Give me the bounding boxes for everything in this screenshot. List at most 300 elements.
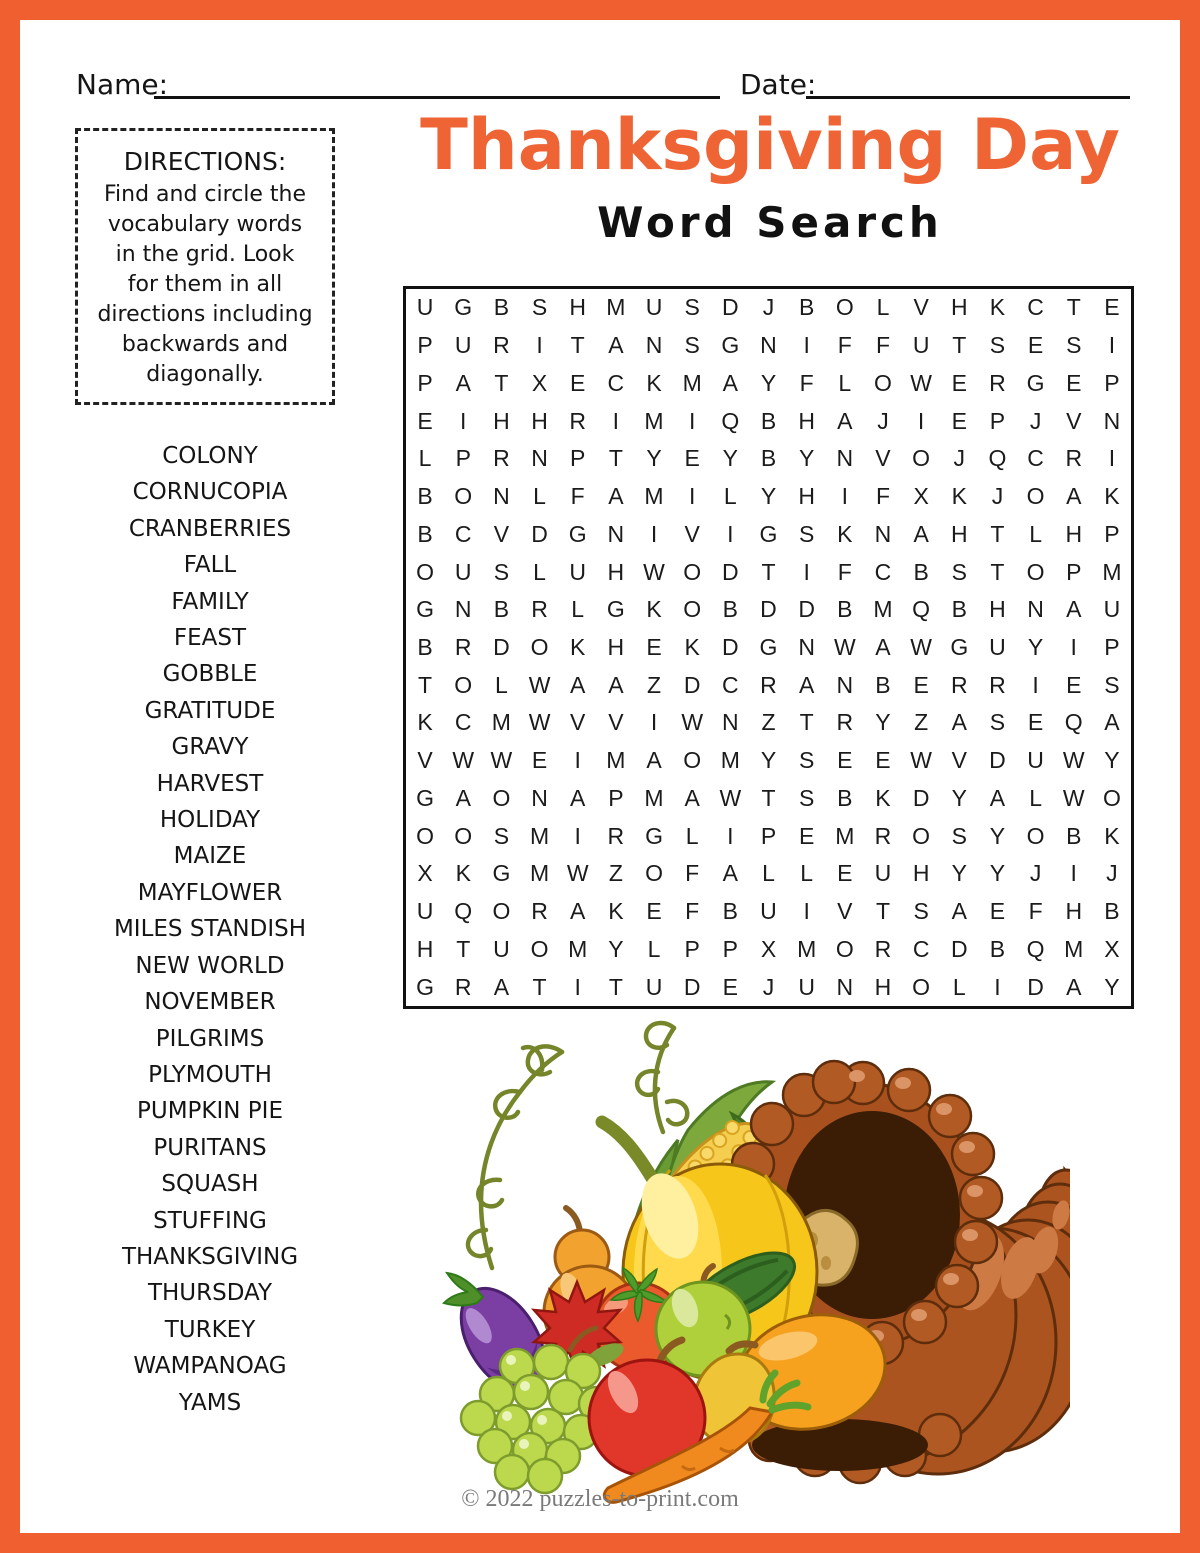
grid-letter: H (989, 596, 1006, 623)
grid-letter: R (760, 671, 777, 698)
date-blank-line (806, 66, 1130, 99)
grid-letter: U (569, 558, 587, 585)
grid-letter: L (647, 935, 661, 962)
grid-letter: Z (608, 860, 623, 887)
grid-letter: J (762, 973, 775, 1000)
grid-letter: E (417, 407, 433, 434)
grid-letter: O (645, 860, 663, 887)
grid-letter: C (607, 369, 625, 396)
grid-letter: I (1070, 633, 1077, 660)
word-list-item: PUMPKIN PIE (137, 1098, 283, 1125)
grid-letter: L (723, 483, 737, 510)
grid-letter: N (836, 671, 854, 698)
directions-line: diagonally. (146, 362, 264, 387)
page-subtitle: Word Search (597, 198, 943, 247)
grid-letter: N (874, 520, 892, 547)
grid-letter: Y (951, 784, 967, 811)
grid-letter: E (570, 369, 586, 396)
directions-line: vocabulary words (107, 212, 303, 237)
word-list-item: CORNUCOPIA (132, 479, 288, 506)
grid-letter: P (989, 407, 1006, 434)
grid-letter: A (1104, 709, 1120, 736)
name-label: Name: (76, 68, 169, 101)
grid-letter: I (803, 558, 810, 585)
grid-letter: E (646, 633, 662, 660)
word-list-item: GRAVY (171, 734, 249, 761)
word-list-item: TURKEY (164, 1316, 256, 1343)
word-list-item: FALL (183, 552, 237, 579)
grid-letter: K (608, 898, 624, 925)
grid-letter: E (646, 898, 662, 925)
grid-letter: R (874, 935, 892, 962)
grid-letter: U (874, 860, 892, 887)
grid-letter: K (455, 860, 471, 887)
word-list-item: COLONY (162, 443, 258, 469)
grid-letter: L (1029, 520, 1042, 547)
grid-letter: D (683, 973, 701, 1000)
grid-letter: I (917, 407, 925, 434)
grid-letter: J (991, 483, 1004, 510)
grid-letter: F (837, 558, 852, 585)
grid-letter: B (989, 935, 1006, 962)
grid-letter: J (1029, 860, 1042, 887)
grid-letter: O (1026, 483, 1045, 510)
grid-letter: I (1108, 445, 1116, 472)
grid-letter: P (417, 332, 433, 359)
grid-letter: T (608, 445, 623, 472)
word-grid (403, 286, 1134, 1009)
grid-letter: R (836, 709, 854, 736)
directions-heading: DIRECTIONS: (123, 147, 287, 176)
grid-letter: H (531, 407, 548, 434)
grid-letter: U (454, 332, 472, 359)
grid-letter: E (837, 747, 853, 774)
grid-letter: A (837, 407, 853, 434)
grid-letter: K (837, 520, 853, 547)
grid-letter: V (570, 709, 586, 736)
grid-letter: A (608, 332, 624, 359)
grid-letter: I (803, 332, 810, 359)
grid-letter: B (1104, 898, 1120, 925)
grid-letter: N (531, 445, 548, 472)
grid-letter: C (1027, 445, 1044, 472)
grid-letter: Y (989, 860, 1006, 887)
grid-letter: Y (798, 445, 815, 472)
grid-letter: A (608, 671, 624, 698)
grid-letter: T (761, 784, 776, 811)
grid-letter: L (494, 671, 508, 698)
grid-letter: O (912, 973, 931, 1000)
grid-letter: O (683, 596, 702, 623)
grid-letter: O (1026, 558, 1045, 585)
grid-letter: U (1103, 596, 1121, 623)
grid-letter: N (798, 633, 815, 660)
grid-letter: B (760, 407, 777, 434)
grid-letter: B (837, 784, 853, 811)
grid-letter: I (688, 407, 696, 434)
grid-letter: Y (951, 860, 967, 887)
grid-letter: L (533, 558, 546, 585)
grid-letter: Q (1064, 709, 1083, 736)
word-list-item: PLYMOUTH (148, 1061, 272, 1088)
grid-letter: O (416, 558, 435, 585)
grid-letter: P (1104, 369, 1120, 396)
grid-letter: D (531, 520, 548, 547)
grid-letter: P (417, 369, 433, 396)
grid-letter: K (684, 633, 700, 660)
grid-letter: T (608, 973, 623, 1000)
directions-line: in the grid. Look (115, 242, 295, 267)
grid-letter: S (989, 709, 1006, 736)
grid-letter: D (1027, 973, 1044, 1000)
grid-letter: Z (761, 709, 776, 736)
grid-letter: N (493, 483, 510, 510)
grid-letter: L (1029, 784, 1042, 811)
grid-letter: X (417, 860, 433, 887)
copyright-text: © 2022 puzzles-to-print.com (461, 1486, 739, 1512)
grid-letter: H (798, 407, 815, 434)
directions-line: backwards and (121, 332, 289, 357)
grid-letter: S (684, 294, 700, 321)
grid-letter: O (683, 558, 702, 585)
grid-letter: P (1104, 633, 1120, 660)
grid-letter: Y (608, 935, 624, 962)
grid-letter: Q (1026, 935, 1045, 962)
grid-letter: O (912, 445, 931, 472)
grid-letter: V (951, 747, 967, 774)
grid-letter: M (644, 784, 664, 811)
grid-letter: W (1062, 747, 1085, 774)
grid-letter: O (835, 935, 854, 962)
grid-letter: N (722, 709, 739, 736)
grid-letter: K (646, 369, 662, 396)
grid-letter: B (493, 294, 510, 321)
grid-letter: A (1066, 483, 1082, 510)
grid-letter: B (493, 596, 510, 623)
grid-letter: S (493, 822, 510, 849)
grid-letter: V (1066, 407, 1082, 434)
grid-letter: C (722, 671, 739, 698)
grid-letter: M (529, 860, 550, 887)
grid-letter: C (912, 935, 930, 962)
grid-letter: O (454, 822, 473, 849)
grid-letter: O (492, 784, 511, 811)
grid-letter: E (1104, 294, 1120, 321)
grid-letter: N (645, 332, 663, 359)
grid-letter: B (722, 596, 738, 623)
grid-letter: J (877, 407, 889, 434)
grid-letter: D (989, 747, 1006, 774)
word-list-item: FEAST (173, 625, 247, 652)
grid-letter: A (455, 369, 471, 396)
grid-letter: P (1104, 520, 1120, 547)
grid-letter: I (727, 822, 734, 849)
grid-letter: A (722, 860, 738, 887)
grid-letter: D (683, 671, 701, 698)
grid-letter: R (454, 633, 472, 660)
grid-letter: X (913, 483, 929, 510)
grid-letter: G (492, 860, 511, 887)
grid-letter: K (1104, 483, 1120, 510)
grid-letter: R (989, 671, 1006, 698)
grid-letter: P (1066, 558, 1082, 585)
grid-letter: I (841, 483, 848, 510)
grid-letter: P (570, 445, 586, 472)
grid-letter: B (417, 633, 433, 660)
grid-letter: I (574, 973, 581, 1000)
grid-letter: T (799, 709, 814, 736)
grid-letter: Y (875, 709, 891, 736)
word-list-item: WAMPANOAG (133, 1353, 287, 1380)
grid-letter: F (875, 332, 890, 359)
grid-letter: A (1066, 973, 1082, 1000)
grid-letter: E (875, 747, 891, 774)
grid-letter: R (1065, 445, 1083, 472)
grid-letter: H (1065, 898, 1083, 925)
grid-letter: E (1066, 671, 1082, 698)
grid-letter: P (608, 784, 624, 811)
grid-letter: Q (454, 898, 473, 925)
word-list-item: MAIZE (173, 843, 247, 870)
grid-letter: W (910, 369, 932, 396)
grid-letter: B (760, 445, 777, 472)
grid-letter: H (798, 483, 815, 510)
grid-letter: N (1103, 407, 1121, 434)
grid-letter: M (529, 822, 550, 849)
grid-letter: K (875, 784, 891, 811)
grid-letter: U (645, 294, 663, 321)
grid-letter: M (1102, 558, 1122, 585)
grid-letter: D (722, 633, 739, 660)
grid-letter: E (1027, 709, 1044, 736)
grid-letter: H (416, 935, 434, 962)
grid-letter: L (952, 973, 966, 1000)
grid-letter: M (644, 407, 664, 434)
grid-letter: E (798, 822, 815, 849)
grid-letter: G (759, 520, 778, 547)
grid-letter: O (530, 633, 549, 660)
grid-letter: I (1032, 671, 1039, 698)
grid-letter: T (532, 973, 547, 1000)
grid-letter: G (759, 633, 778, 660)
grid-letter: T (494, 369, 509, 396)
grid-letter: U (912, 332, 930, 359)
grid-letter: N (454, 596, 472, 623)
directions-body (78, 180, 332, 390)
grid-letter: B (798, 294, 815, 321)
grid-letter: I (1070, 860, 1077, 887)
grid-letter: T (418, 671, 433, 698)
directions-line: directions including (97, 302, 313, 327)
word-list-item: PILGRIMS (155, 1025, 265, 1052)
grid-letter: E (951, 407, 967, 434)
grid-letter: I (612, 407, 620, 434)
grid-letter: I (650, 709, 658, 736)
grid-letter: W (566, 860, 589, 887)
grid-letter: U (493, 935, 510, 962)
grid-letter: O (1026, 822, 1045, 849)
grid-letter: G (1026, 369, 1045, 396)
grid-letter: A (493, 973, 510, 1000)
grid-letter: Q (988, 445, 1007, 472)
grid-letter: A (989, 784, 1006, 811)
grid-letter: I (688, 483, 696, 510)
grid-letter: B (951, 596, 967, 623)
word-list-item: NEW WORLD (135, 952, 285, 979)
grid-letter: C (1027, 294, 1044, 321)
word-list-item: THANKSGIVING (121, 1243, 299, 1270)
word-list-item: THURSDAY (147, 1280, 273, 1307)
grid-letter: N (836, 973, 854, 1000)
grid-letter: U (454, 558, 472, 585)
grid-letter: O (835, 294, 854, 321)
grid-letter: O (874, 369, 892, 396)
word-list-item: GRATITUDE (144, 697, 276, 724)
word-list (65, 438, 355, 1421)
grid-letter: W (910, 633, 932, 660)
grid-letter: B (837, 596, 853, 623)
grid-letter: O (454, 671, 473, 698)
grid-letter: G (721, 332, 740, 359)
grid-letter: E (1027, 332, 1044, 359)
grid-letter: D (798, 596, 815, 623)
word-list-item: GOBBLE (162, 661, 258, 688)
grid-letter: W (528, 671, 551, 698)
grid-letter: L (800, 860, 814, 887)
grid-letter: A (570, 784, 586, 811)
grid-letter: S (1066, 332, 1082, 359)
grid-letter: E (837, 860, 853, 887)
grid-letter: R (607, 822, 625, 849)
grid-letter: C (874, 558, 892, 585)
grid-letter: O (492, 898, 511, 925)
grid-letter: F (1028, 898, 1043, 925)
grid-letter: N (1027, 596, 1044, 623)
grid-letter: G (606, 596, 625, 623)
grid-letter: K (1104, 822, 1120, 849)
grid-letter: J (953, 445, 966, 472)
grid-letter: S (798, 747, 815, 774)
grid-letter: T (570, 332, 585, 359)
grid-letter: H (493, 407, 510, 434)
grid-letter: W (528, 709, 551, 736)
word-list-item: PURITANS (153, 1134, 267, 1161)
grid-letter: N (760, 332, 777, 359)
grid-letter: L (571, 596, 585, 623)
grid-letter: P (760, 822, 777, 849)
grid-letter: D (493, 633, 510, 660)
grid-letter: V (913, 294, 929, 321)
grid-letter: S (684, 332, 700, 359)
grid-letter: A (570, 898, 586, 925)
grid-letter: A (608, 483, 624, 510)
grid-letter: I (650, 520, 658, 547)
grid-letter: T (990, 558, 1005, 585)
grid-letter: I (1108, 332, 1116, 359)
grid-letter: J (1106, 860, 1118, 887)
word-list-item: SQUASH (161, 1171, 259, 1198)
grid-letter: A (1066, 596, 1082, 623)
grid-letter: J (762, 294, 775, 321)
grid-letter: S (493, 558, 510, 585)
grid-letter: O (912, 822, 931, 849)
grid-letter: E (531, 747, 548, 774)
grid-letter: F (875, 483, 890, 510)
grid-letter: S (798, 784, 815, 811)
grid-letter: R (569, 407, 587, 434)
grid-letter: R (874, 822, 892, 849)
grid-letter: W (910, 747, 932, 774)
grid-letter: S (989, 332, 1006, 359)
grid-letter: S (951, 558, 967, 585)
grid-letter: T (456, 935, 471, 962)
grid-letter: L (762, 860, 775, 887)
grid-letter: F (685, 898, 700, 925)
grid-letter: P (722, 935, 738, 962)
grid-letter: R (493, 445, 510, 472)
grid-letter: F (799, 369, 814, 396)
word-list-item: YAMS (178, 1389, 242, 1416)
grid-letter: U (760, 898, 777, 925)
directions-box (75, 128, 335, 405)
grid-letter: M (491, 709, 511, 736)
word-list-item: HARVEST (156, 770, 264, 797)
grid-letter: M (1064, 935, 1084, 962)
grid-letter: I (460, 407, 467, 434)
grid-letter: C (454, 709, 472, 736)
grid-letter: U (989, 633, 1006, 660)
grid-letter: M (835, 822, 855, 849)
grid-letter: L (838, 369, 852, 396)
grid-letter: W (833, 633, 856, 660)
grid-letter: Y (722, 445, 738, 472)
grid-letter: H (874, 973, 892, 1000)
grid-letter: W (681, 709, 704, 736)
grid-letter: B (417, 483, 433, 510)
grid-letter: W (452, 747, 475, 774)
word-list-item: NOVEMBER (144, 989, 276, 1016)
grid-letter: G (416, 596, 435, 623)
grid-letter: V (875, 445, 891, 472)
grid-letter: R (531, 596, 548, 623)
grid-letter: S (798, 520, 815, 547)
grid-letter: E (684, 445, 700, 472)
grid-letter: H (569, 294, 587, 321)
grid-letter: E (951, 369, 967, 396)
grid-letter: Y (1027, 633, 1044, 660)
grid-letter: U (645, 973, 663, 1000)
grid-letter: T (761, 558, 776, 585)
grid-letter: M (644, 483, 664, 510)
grid-letter: J (1029, 407, 1042, 434)
grid-letter: G (416, 784, 435, 811)
grid-letter: S (531, 294, 548, 321)
grid-letter: K (646, 596, 662, 623)
grid-letter: L (685, 822, 699, 849)
grid-letter: A (570, 671, 586, 698)
directions-line: for them in all (127, 272, 283, 297)
grid-letter: T (875, 898, 890, 925)
grid-letter: G (568, 520, 587, 547)
grid-letter: O (454, 483, 473, 510)
grid-letter: E (913, 671, 929, 698)
page-title: Thanksgiving Day (420, 104, 1120, 186)
grid-letter: N (531, 784, 548, 811)
grid-letter: Q (912, 596, 931, 623)
grid-letter: V (684, 520, 700, 547)
word-list-item: FAMILY (171, 588, 249, 615)
grid-letter: D (722, 294, 739, 321)
